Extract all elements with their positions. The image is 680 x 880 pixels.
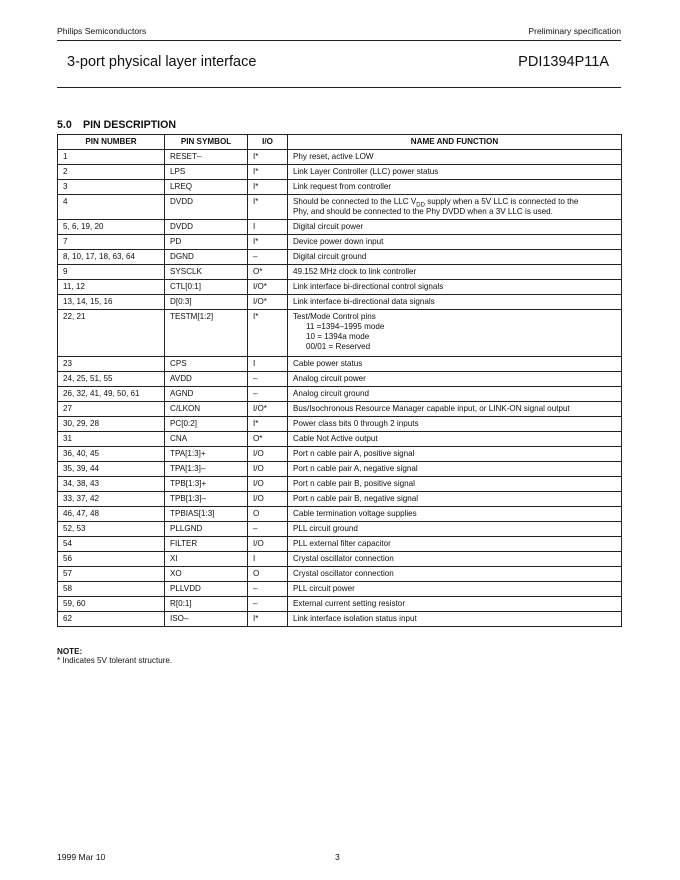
function-line: PLL circuit ground	[293, 524, 358, 533]
part-number: PDI1394P11A	[518, 54, 609, 70]
function-line: Cable power status	[293, 359, 363, 368]
pin-function-cell	[288, 507, 622, 522]
pin-function-cell	[288, 462, 622, 477]
pin-function-cell	[288, 477, 622, 492]
pin-symbol-cell: PC[0:2]	[165, 417, 248, 432]
pin-symbol-cell: DVDD	[165, 195, 248, 220]
pin-number-cell: 57	[58, 567, 165, 582]
pin-symbol-cell: TESTM[1:2]	[165, 310, 248, 357]
pin-symbol-cell: RESET–	[165, 150, 248, 165]
pin-io-cell: I	[248, 552, 288, 567]
pin-number-cell: 7	[58, 235, 165, 250]
pin-description-table	[57, 134, 622, 627]
pin-function-cell	[288, 280, 622, 295]
table-row	[58, 372, 622, 387]
pin-number-cell: 58	[58, 582, 165, 597]
pin-symbol-cell: DGND	[165, 250, 248, 265]
pin-symbol-cell: D[0:3]	[165, 295, 248, 310]
table-row	[58, 265, 622, 280]
pin-function-cell	[288, 552, 622, 567]
pin-symbol-cell: LREQ	[165, 180, 248, 195]
pin-function-cell	[288, 387, 622, 402]
pin-function-cell	[288, 447, 622, 462]
pin-symbol-cell: XO	[165, 567, 248, 582]
function-line: 11 =1394–1995 mode	[306, 322, 385, 331]
header-company: Philips Semiconductors	[57, 26, 147, 36]
pin-number-cell: 59, 60	[58, 597, 165, 612]
function-line: Phy reset, active LOW	[293, 152, 374, 161]
pin-io-cell: I/O	[248, 492, 288, 507]
pin-number-cell: 54	[58, 537, 165, 552]
header-status: Preliminary specification	[528, 26, 621, 36]
table-header-row	[58, 135, 622, 150]
table-row	[58, 582, 622, 597]
table-row	[58, 612, 622, 627]
pin-symbol-cell: TPA[1:3]–	[165, 462, 248, 477]
table-row	[58, 537, 622, 552]
column-header-pin-number: PIN NUMBER	[58, 135, 165, 150]
header-rule-top	[57, 40, 621, 41]
pin-function-cell	[288, 582, 622, 597]
pin-number-cell: 9	[58, 265, 165, 280]
pin-symbol-cell: TPB[1:3]–	[165, 492, 248, 507]
pin-function-cell	[288, 295, 622, 310]
pin-number-cell: 11, 12	[58, 280, 165, 295]
pin-number-cell: 5, 6, 19, 20	[58, 220, 165, 235]
table-row	[58, 492, 622, 507]
function-line: Digital circuit ground	[293, 252, 367, 261]
pin-function-cell	[288, 372, 622, 387]
pin-number-cell: 13, 14, 15, 16	[58, 295, 165, 310]
table-row	[58, 220, 622, 235]
function-line: Analog circuit power	[293, 374, 366, 383]
pin-function-cell	[288, 165, 622, 180]
table-row	[58, 432, 622, 447]
pin-number-cell: 1	[58, 150, 165, 165]
column-header-name-function: NAME AND FUNCTION	[288, 135, 622, 150]
pin-symbol-cell: ISO–	[165, 612, 248, 627]
document-title: 3-port physical layer interface	[67, 54, 257, 70]
pin-function-cell	[288, 612, 622, 627]
pin-io-cell: I*	[248, 310, 288, 357]
function-line: 49.152 MHz clock to link controller	[293, 267, 417, 276]
table-row	[58, 402, 622, 417]
table-row	[58, 597, 622, 612]
pin-io-cell: –	[248, 372, 288, 387]
pin-io-cell: I/O	[248, 477, 288, 492]
table-row	[58, 310, 622, 357]
pin-function-cell	[288, 597, 622, 612]
pin-number-cell: 26, 32, 41, 49, 50, 61	[58, 387, 165, 402]
pin-function-cell	[288, 250, 622, 265]
pin-io-cell: I	[248, 357, 288, 372]
pin-number-cell: 23	[58, 357, 165, 372]
pin-function-cell	[288, 537, 622, 552]
pin-io-cell: O*	[248, 265, 288, 280]
table-row	[58, 180, 622, 195]
pin-io-cell: I	[248, 220, 288, 235]
pin-number-cell: 56	[58, 552, 165, 567]
function-line: Cable Not Active output	[293, 434, 378, 443]
pin-number-cell: 62	[58, 612, 165, 627]
table-row	[58, 507, 622, 522]
pin-io-cell: I*	[248, 180, 288, 195]
pin-io-cell: I/O*	[248, 295, 288, 310]
pin-symbol-cell: PD	[165, 235, 248, 250]
pin-symbol-cell: CNA	[165, 432, 248, 447]
pin-symbol-cell: PLLGND	[165, 522, 248, 537]
pin-number-cell: 46, 47, 48	[58, 507, 165, 522]
pin-io-cell: O	[248, 567, 288, 582]
pin-symbol-cell: PLLVDD	[165, 582, 248, 597]
section-heading	[57, 119, 176, 131]
pin-function-cell	[288, 432, 622, 447]
table-row	[58, 195, 622, 220]
pin-number-cell: 24, 25, 51, 55	[58, 372, 165, 387]
function-line: Device power down input	[293, 237, 384, 246]
pin-number-cell: 31	[58, 432, 165, 447]
pin-number-cell: 33, 37, 42	[58, 492, 165, 507]
pin-symbol-cell: XI	[165, 552, 248, 567]
pin-function-cell	[288, 492, 622, 507]
function-line: Cable termination voltage supplies	[293, 509, 417, 518]
pin-symbol-cell: R[0:1]	[165, 597, 248, 612]
pin-number-cell: 34, 38, 43	[58, 477, 165, 492]
pin-function-cell	[288, 195, 622, 220]
pin-function-cell	[288, 567, 622, 582]
function-line: Should be connected to the LLC $V_{DD}$ supply when a 5V LLC is connected to the	[293, 197, 579, 209]
function-line: Link request from controller	[293, 182, 392, 191]
pin-number-cell: 3	[58, 180, 165, 195]
pin-function-cell	[288, 265, 622, 280]
pin-function-cell	[288, 357, 622, 372]
table-row	[58, 567, 622, 582]
function-line: PLL external filter capacitor	[293, 539, 391, 548]
pin-function-cell	[288, 522, 622, 537]
pin-symbol-cell: TPBIAS[1:3]	[165, 507, 248, 522]
table-row	[58, 447, 622, 462]
section-title: PIN DESCRIPTION	[83, 119, 177, 131]
pin-number-cell: 30, 29, 28	[58, 417, 165, 432]
pin-io-cell: –	[248, 582, 288, 597]
function-line: Test/Mode Control pins	[293, 312, 376, 321]
pin-io-cell: I*	[248, 165, 288, 180]
footer-date: 1999 Mar 10	[57, 852, 106, 862]
section-number: 5.0	[57, 119, 72, 131]
function-line: Digital circuit power	[293, 222, 364, 231]
pin-function-cell	[288, 220, 622, 235]
pin-io-cell: I*	[248, 417, 288, 432]
pin-symbol-cell: AVDD	[165, 372, 248, 387]
pin-symbol-cell: LPS	[165, 165, 248, 180]
pin-number-cell: 35, 39, 44	[58, 462, 165, 477]
column-header-pin-symbol: PIN SYMBOL	[165, 135, 248, 150]
function-line: Link Layer Controller (LLC) power status	[293, 167, 439, 176]
table-row	[58, 522, 622, 537]
function-line: Crystal oscillator connection	[293, 554, 394, 563]
function-line: 10 = 1394a mode	[306, 332, 370, 341]
table-row	[58, 250, 622, 265]
pin-number-cell: 36, 40, 45	[58, 447, 165, 462]
function-line: Link interface bi-directional control signals	[293, 282, 444, 291]
table-row	[58, 150, 622, 165]
pin-io-cell: I*	[248, 150, 288, 165]
function-line: Link interface isolation status input	[293, 614, 417, 623]
table-row	[58, 387, 622, 402]
function-line: 00/01 = Reserved	[306, 342, 371, 351]
pin-number-cell: 22, 21	[58, 310, 165, 357]
function-line: Phy, and should be connected to the Phy DVDD when a 3V LLC is used.	[293, 207, 553, 216]
pin-io-cell: I/O	[248, 462, 288, 477]
function-line: Port n cable pair B, negative signal	[293, 494, 419, 503]
function-line: Crystal oscillator connection	[293, 569, 394, 578]
table-row	[58, 165, 622, 180]
function-line: Analog circuit ground	[293, 389, 370, 398]
pin-io-cell: I/O*	[248, 402, 288, 417]
pin-io-cell: I*	[248, 612, 288, 627]
function-line: Bus/Isochronous Resource Manager capable input, or LINK-ON signal output	[293, 404, 570, 413]
table-row	[58, 552, 622, 567]
pin-symbol-cell: AGND	[165, 387, 248, 402]
table-row	[58, 280, 622, 295]
function-line: Port n cable pair A, positive signal	[293, 449, 415, 458]
pin-function-cell	[288, 150, 622, 165]
function-line: PLL circuit power	[293, 584, 355, 593]
pin-function-cell	[288, 402, 622, 417]
function-line: Port n cable pair A, negative signal	[293, 464, 418, 473]
pin-function-cell	[288, 310, 622, 357]
pin-table-body	[58, 150, 622, 627]
pin-number-cell: 52, 53	[58, 522, 165, 537]
function-line: Power class bits 0 through 2 inputs	[293, 419, 419, 428]
pin-symbol-cell: TPA[1:3]+	[165, 447, 248, 462]
pin-symbol-cell: CPS	[165, 357, 248, 372]
column-header-io: I/O	[248, 135, 288, 150]
pin-io-cell: I/O	[248, 447, 288, 462]
pin-io-cell: –	[248, 387, 288, 402]
note-label: NOTE:	[57, 647, 83, 656]
pin-io-cell: –	[248, 597, 288, 612]
pin-symbol-cell: CTL[0:1]	[165, 280, 248, 295]
table-row	[58, 417, 622, 432]
function-line: Port n cable pair B, positive signal	[293, 479, 415, 488]
pin-symbol-cell: C/LKON	[165, 402, 248, 417]
pin-number-cell: 2	[58, 165, 165, 180]
pin-io-cell: I*	[248, 235, 288, 250]
header-rule-bottom	[57, 87, 621, 88]
table-row	[58, 235, 622, 250]
pin-symbol-cell: FILTER	[165, 537, 248, 552]
pin-number-cell: 8, 10, 17, 18, 63, 64	[58, 250, 165, 265]
pin-io-cell: –	[248, 250, 288, 265]
pin-io-cell: –	[248, 522, 288, 537]
table-row	[58, 462, 622, 477]
pin-symbol-cell: TPB[1:3]+	[165, 477, 248, 492]
function-line: Link interface bi-directional data signals	[293, 297, 435, 306]
pin-io-cell: I*	[248, 195, 288, 220]
table-row	[58, 357, 622, 372]
pin-io-cell: O	[248, 507, 288, 522]
pin-io-cell: I/O*	[248, 280, 288, 295]
pin-io-cell: O*	[248, 432, 288, 447]
pin-symbol-cell: DVDD	[165, 220, 248, 235]
page-number: 3	[335, 852, 340, 862]
pin-number-cell: 4	[58, 195, 165, 220]
pin-function-cell	[288, 417, 622, 432]
function-line: External current setting resistor	[293, 599, 406, 608]
table-row	[58, 477, 622, 492]
table-row	[58, 295, 622, 310]
pin-function-cell	[288, 180, 622, 195]
note-text: * Indicates 5V tolerant structure.	[57, 656, 173, 665]
pin-number-cell: 27	[58, 402, 165, 417]
pin-symbol-cell: SYSCLK	[165, 265, 248, 280]
pin-function-cell	[288, 235, 622, 250]
pin-io-cell: I/O	[248, 537, 288, 552]
